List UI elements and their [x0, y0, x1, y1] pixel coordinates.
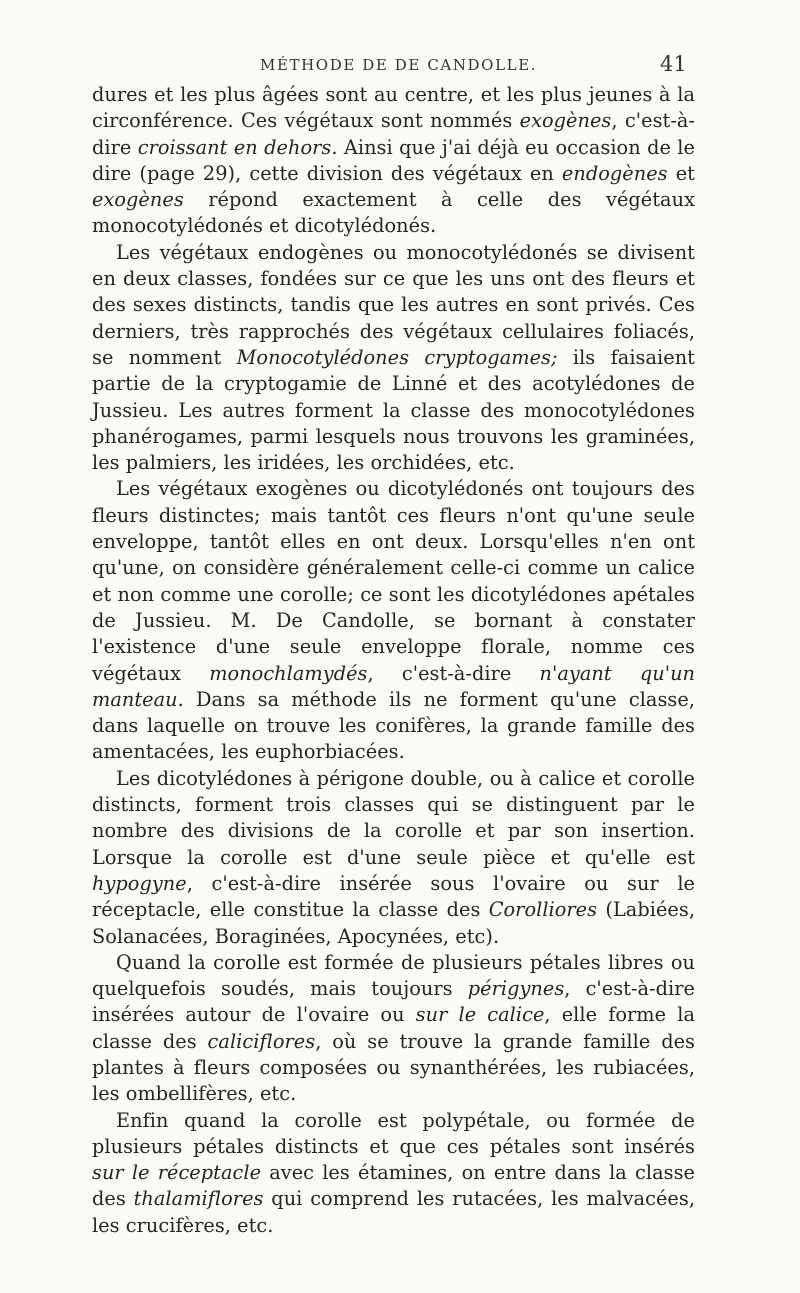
page-body: [92, 82, 695, 1239]
running-title: MÉTHODE DE DE CANDOLLE.: [260, 56, 538, 74]
paragraph-2: Les végétaux endogènes ou monocotylédonés se divisent en deux classes, fondées sur ce que les uns ont des fleurs et des sexes distincts, tandis que les autres en sont privés. Ces derniers, très rapprochés des végétaux cellulaires foliacés, se nomment Monocotylédones cryptogames; ils faisaient partie de la cryptogamie de Linné et des acotylédones de Jussieu. Les autres forment la classe des monocotylédones phanérogames, parmi lesquels nous trouvons les graminées, les palmiers, les iridées, les orchidées, etc.: [92, 240, 695, 475]
paragraph-3: Les végétaux exogènes ou dicotylédonés ont toujours des fleurs distinctes; mais tantôt ces fleurs n'ont qu'une seule enveloppe, tantôt elles en ont deux. Lorsqu'elles n'en ont qu'une, on considère généralement celle-ci comme un calice et non comme une corolle; ce sont les dicotylédones apétales de Jussieu. M. De Candolle, se bornant à constater l'existence d'une seule enveloppe florale, nomme ces végétaux monochlamydés, c'est-à-dire n'ayant qu'un manteau. Dans sa méthode ils ne forment qu'une classe, dans laquelle on trouve les conifères, la grande famille des amentacées, les euphorbiacées.: [92, 477, 696, 764]
paragraph-5: Quand la corolle est formée de plusieurs pétales libres ou quelquefois soudés, mais toujours périgynes, c'est-à-dire insérées autour de l'ovaire ou sur le calice, elle forme la classe des caliciflores, où se trouve la grande famille des plantes à fleurs composées ou synanthérées, les rubiacées, les ombellifères, etc.: [92, 950, 695, 1106]
paragraph-6: Enfin quand la corolle est polypétale, ou formée de plusieurs pétales distincts et que ces pétales sont insérés sur le réceptacle avec les étamines, on entre dans la classe des thalamiflores qui comprend les rutacées, les malvacées, les crucifères, etc.: [92, 1108, 695, 1237]
page-number: 41: [660, 52, 687, 76]
paragraph-1: dures et les plus âgées sont au centre, et les plus jeunes à la circonférence. Ces végétaux sont nommés exogènes, c'est-à-dire croissant en dehors. Ainsi que j'ai déjà eu occasion de le dire (page 29), cette division des végétaux en endogènes et exogènes répond exactement à celle des végétaux monocotylédonés et dicotylédonés.: [92, 83, 695, 238]
paragraph-4: Les dicotylédones à périgone double, ou à calice et corolle distincts, forment trois classes qui se distinguent par le nombre des divisions de la corolle et par son insertion. Lorsque la corolle est d'une seule pièce et qu'elle est hypogyne, c'est-à-dire insérée sous l'ovaire ou sur le réceptacle, elle constitue la classe des Corolliores (Labiées, Solanacées, Boraginées, Apocynées, etc).: [92, 766, 696, 948]
